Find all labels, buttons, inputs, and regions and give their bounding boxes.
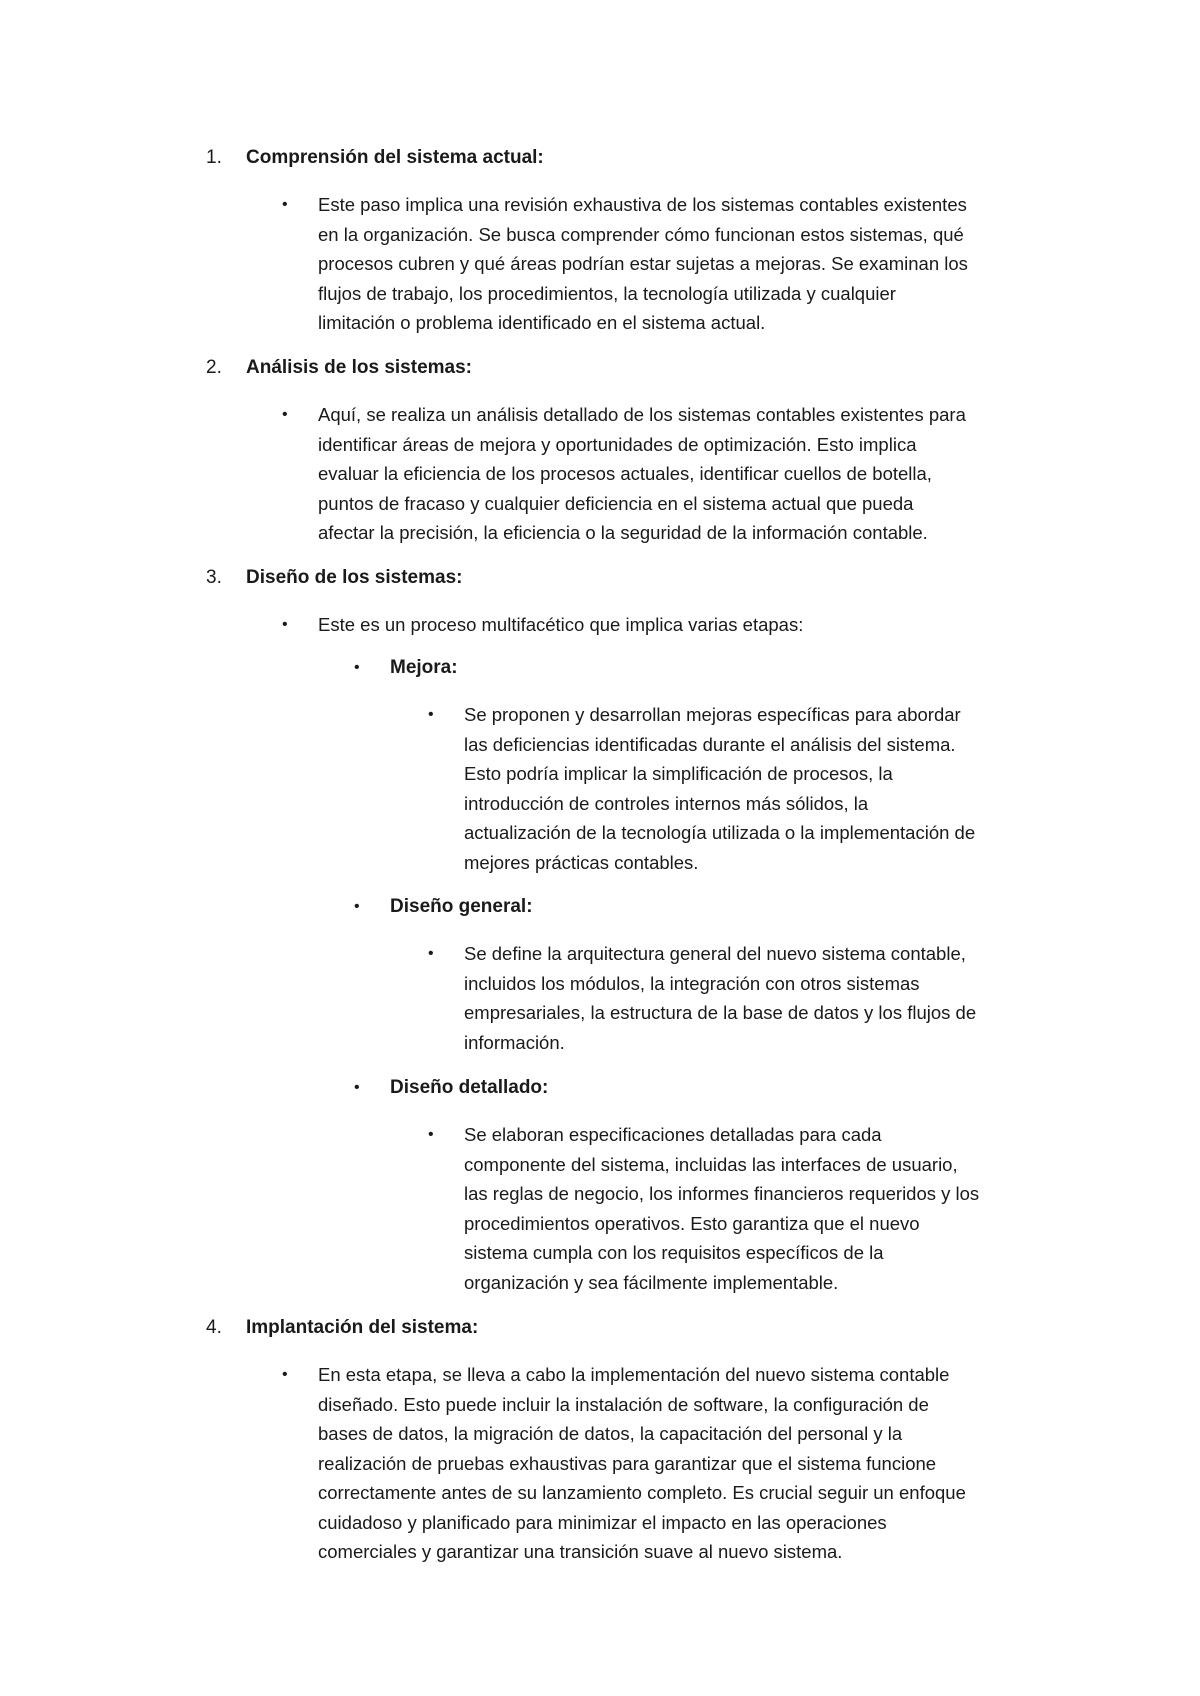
subsection-title: Diseño general:: [390, 896, 533, 917]
bullet-paragraph: [428, 1120, 980, 1297]
text-line: las reglas de negocio, los informes financieros requeridos y los: [464, 1183, 980, 1204]
text-line: diseñado. Esto puede incluir la instalación de software, la configuración de: [318, 1393, 929, 1415]
subsection-title: Diseño detallado:: [390, 1077, 549, 1098]
subsection-heading-diseno-detallado: [354, 1076, 549, 1100]
text-line: Se define la arquitectura general del nuevo sistema contable,: [464, 943, 966, 964]
text-line: Se elaboran especificaciones detalladas para cada: [464, 1124, 882, 1145]
bullet-paragraph: [428, 700, 976, 877]
text-line: Aquí, se realiza un análisis detallado de los sistemas contables existentes para: [318, 404, 966, 425]
text-line: en la organización. Se busca comprender cómo funcionan estos sistemas, qué: [318, 223, 964, 245]
bullet-paragraph: [282, 1360, 966, 1567]
text-line: introducción de controles internos más sólidos, la: [464, 792, 869, 814]
bullet-icon: •: [428, 1126, 434, 1143]
section-number: 3.: [206, 567, 222, 588]
subsection-heading-diseno-general: [354, 895, 533, 919]
text-line: evaluar la eficiencia de los procesos actuales, identificar cuellos de botella,: [318, 463, 932, 484]
bullet-icon: •: [282, 196, 288, 213]
section-heading-4: [206, 1316, 478, 1340]
text-line: empresariales, la estructura de la base de datos y los flujos de: [464, 1002, 977, 1023]
bullet-paragraph: [282, 190, 968, 338]
text-line: afectar la precisión, la eficiencia o la seguridad de la información contable.: [318, 522, 928, 543]
bullet-icon: •: [428, 706, 434, 723]
section-number: 2.: [206, 357, 222, 378]
text-line: flujos de trabajo, los procedimientos, la tecnología utilizada y cualquier: [318, 282, 896, 304]
bullet-icon: •: [282, 1366, 288, 1383]
text-line: procesos cubren y qué áreas podrían estar sujetas a mejoras. Se examinan los: [318, 253, 968, 274]
text-line: puntos de fracaso y cualquier deficiencia en el sistema actual que pueda: [318, 492, 914, 514]
text-line: sistema cumpla con los requisitos específicos de la: [464, 1242, 884, 1263]
text-line: Este paso implica una revisión exhaustiva de los sistemas contables existentes: [318, 194, 967, 215]
text-line: mejores prácticas contables.: [464, 851, 699, 873]
text-line: componente del sistema, incluidas las interfaces de usuario,: [464, 1153, 958, 1175]
bullet-icon: •: [282, 616, 288, 633]
text-line: incluidos los módulos, la integración con otros sistemas: [464, 972, 920, 994]
text-line: Se proponen y desarrollan mejoras específicas para abordar: [464, 704, 961, 725]
bullet-icon: •: [282, 406, 288, 423]
section-title: Comprensión del sistema actual:: [246, 147, 544, 168]
text-line: organización y sea fácilmente implementable.: [464, 1271, 839, 1293]
text-line: correctamente antes de su lanzamiento completo. Es crucial seguir un enfoque: [318, 1482, 966, 1503]
section-title: Diseño de los sistemas:: [246, 567, 463, 588]
text-line: realización de pruebas exhaustivas para garantizar que el sistema funcione: [318, 1452, 937, 1474]
text-line: identificar áreas de mejora y oportunidades de optimización. Esto implica: [318, 433, 917, 455]
section-title: Análisis de los sistemas:: [246, 357, 472, 378]
bullet-paragraph: [282, 610, 804, 640]
text-line: comerciales y garantizar una transición suave al nuevo sistema.: [318, 1541, 843, 1562]
subsection-heading-mejora: [354, 656, 458, 680]
text-line: bases de datos, la migración de datos, la capacitación del personal y la: [318, 1423, 903, 1444]
text-line: cuidadoso y planificado para minimizar el impacto en las operaciones: [318, 1511, 887, 1533]
text-line: procedimientos operativos. Esto garantiza que el nuevo: [464, 1212, 920, 1234]
bullet-paragraph: [282, 400, 966, 548]
subsection-title: Mejora:: [390, 657, 458, 678]
text-line: En esta etapa, se lleva a cabo la implementación del nuevo sistema contable: [318, 1364, 950, 1385]
text-line: Este es un proceso multifacético que implica varias etapas:: [318, 614, 804, 635]
bullet-icon: •: [354, 898, 360, 915]
section-number: 4.: [206, 1317, 222, 1338]
bullet-icon: •: [354, 659, 360, 676]
text-line: limitación o problema identificado en el sistema actual.: [318, 312, 766, 333]
text-line: información.: [464, 1031, 565, 1053]
section-heading-1: [206, 146, 544, 170]
section-title: Implantación del sistema:: [246, 1317, 479, 1338]
text-line: Esto podría implicar la simplificación de procesos, la: [464, 763, 893, 784]
text-line: actualización de la tecnología utilizada o la implementación de: [464, 822, 976, 843]
section-number: 1.: [206, 147, 222, 168]
bullet-icon: •: [354, 1079, 360, 1096]
bullet-icon: •: [428, 945, 434, 962]
section-heading-2: [206, 356, 472, 380]
bullet-paragraph: [428, 939, 977, 1057]
text-line: las deficiencias identificadas durante el análisis del sistema.: [464, 733, 956, 755]
section-heading-3: [206, 566, 462, 590]
